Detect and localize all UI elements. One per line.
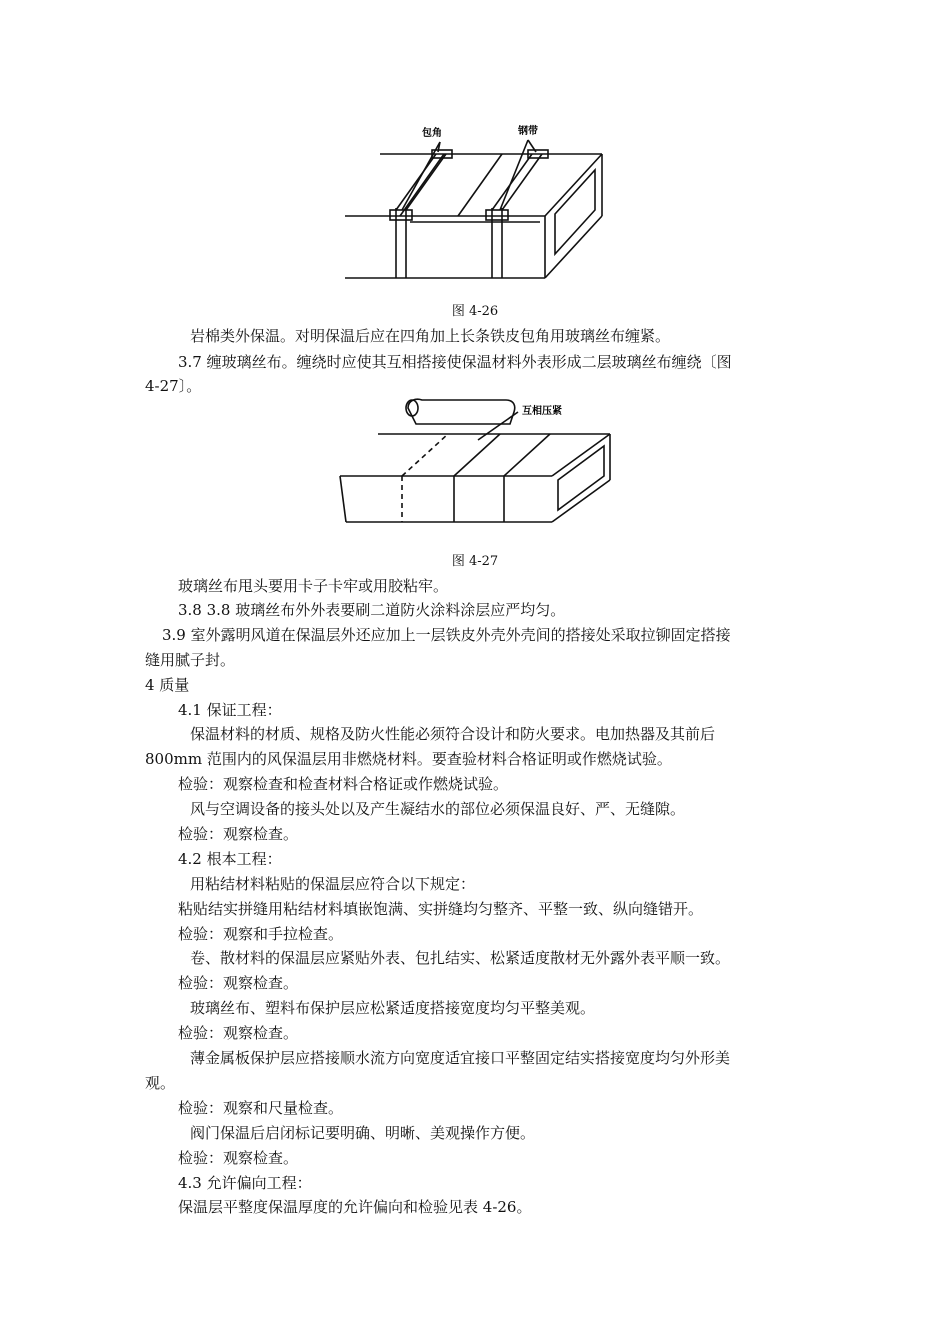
paragraph: 检验：观察检查。	[178, 1149, 299, 1167]
paragraph: 观。	[145, 1074, 176, 1092]
figure-4-27	[338, 396, 618, 526]
subsection-heading: 4.2 根本工程：	[178, 850, 282, 868]
insulated-duct-with-straps-drawing	[340, 118, 610, 283]
subsection-heading: 4.3 允许偏向工程：	[178, 1174, 312, 1192]
figure-caption-4-27: 图 4-27	[451, 554, 499, 569]
label-corner: 包角	[422, 128, 442, 139]
glass-fiber-wrapped-duct-drawing	[338, 396, 618, 526]
label-steel-strap: 钢带	[518, 126, 538, 137]
paragraph: 保温层平整度保温厚度的允许偏向和检验见表 4-26。	[178, 1198, 532, 1216]
paragraph: 粘贴结实拼缝用粘结材料填嵌饱满、实拼缝均匀整齐、平整一致、纵向缝错开。	[178, 900, 704, 918]
paragraph: 检验：观察检查。	[178, 974, 299, 992]
paragraph: 检验：观察检查。	[178, 1024, 299, 1042]
paragraph: 4-27〕。	[145, 377, 202, 395]
paragraph: 检验：观察和手拉检查。	[178, 925, 344, 943]
paragraph: 阀门保温后启闭标记要明确、明晰、美观操作方便。	[190, 1124, 536, 1142]
figure-4-26	[340, 118, 610, 283]
paragraph: 缝用腻子封。	[145, 651, 236, 669]
figure-caption-4-26: 图 4-26	[451, 304, 499, 319]
paragraph: 玻璃丝布甩头要用卡子卡牢或用胶粘牢。	[178, 577, 449, 595]
paragraph: 检验：观察和尺量检查。	[178, 1099, 344, 1117]
paragraph: 岩棉类外保温。对明保温后应在四角加上长条铁皮包角用玻璃丝布缠紧。	[190, 327, 671, 345]
paragraph: 检验：观察检查。	[178, 825, 299, 843]
paragraph: 800mm 范围内的风保温层用非燃烧材料。要查验材料合格证明或作燃烧试验。	[145, 750, 672, 768]
label-overlap-pressed: 互相压紧	[522, 406, 562, 417]
paragraph: 3.9 室外露明风道在保温层外还应加上一层铁皮外壳外壳间的搭接处采取拉铆固定搭接	[162, 626, 731, 644]
paragraph: 薄金属板保护层应搭接顺水流方向宽度适宜接口平整固定结实搭接宽度均匀外形美	[190, 1049, 731, 1067]
paragraph: 3.7 缠玻璃丝布。缠绕时应使其互相搭接使保温材料外表形成二层玻璃丝布缠绕〔图	[178, 353, 732, 371]
subsection-heading: 4.1 保证工程：	[178, 701, 282, 719]
paragraph: 卷、散材料的保温层应紧贴外表、包扎结实、松紧适度散材无外露外表平顺一致。	[190, 949, 731, 967]
paragraph: 玻璃丝布、塑料布保护层应松紧适度搭接宽度均匀平整美观。	[190, 999, 596, 1017]
paragraph: 3.8 3.8 玻璃丝布外外表要刷二道防火涂料涂层应严均匀。	[178, 601, 566, 619]
paragraph: 风与空调设备的接头处以及产生凝结水的部位必须保温良好、严、无缝隙。	[190, 800, 686, 818]
paragraph: 保温材料的材质、规格及防火性能必须符合设计和防火要求。电加热器及其前后	[190, 725, 716, 743]
paragraph: 用粘结材料粘贴的保温层应符合以下规定：	[190, 875, 476, 893]
section-heading: 4 质量	[145, 676, 190, 694]
paragraph: 检验：观察检查和检查材料合格证或作燃烧试验。	[178, 775, 509, 793]
